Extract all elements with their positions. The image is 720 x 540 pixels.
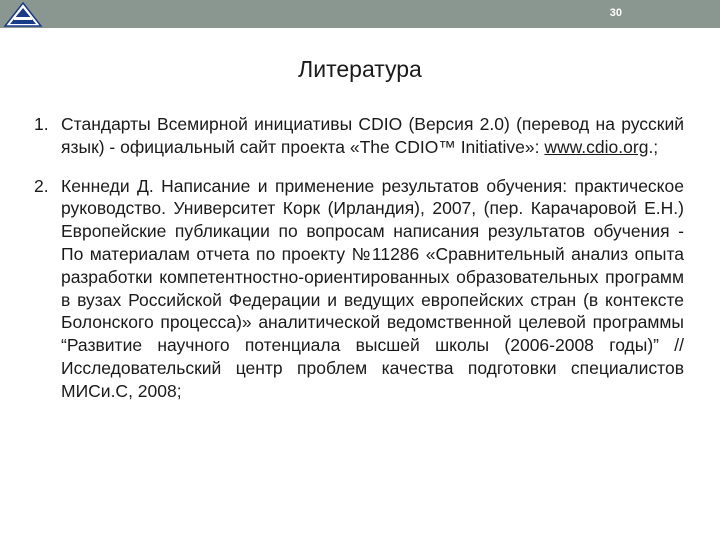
list-item-number: 1.: [34, 114, 49, 134]
reference-text: Стандарты Всемирной инициативы CDIO (Версия 2.0) (перевод на русский язык) - официальный сайт проекта «The CDIO™ Initiative»:: [61, 114, 684, 157]
list-item-number: 2.: [34, 175, 49, 196]
header-bar: [0, 0, 720, 28]
list-item: [34, 113, 684, 159]
slide-title: Литература: [298, 56, 422, 82]
reference-text-tail: .;: [648, 136, 659, 157]
page-number: 30: [609, 7, 622, 19]
reference-list: [34, 113, 684, 403]
reference-text: Кеннеди Д. Написание и применение результатов обучения: практическое руководство. Университет Корк (Ирландия), 2007, (пер. Карачаровой Е.Н.) Европейские публикации по вопросам написания результатов обучения - По материалам отчета по проекту №11286 «Сравнительный анализ опыта разработки компетентностно-ориентированных образовательных программ в вузах Российской Федерации и ведущих европейских стран (в контексте Болонского процесса)» аналитической ведомственной целевой программы “Развитие научного потенциала высшей школы (2006-2008 годы)” // Исследовательский центр проблем качества подготовки специалистов МИСи.С, 2008;: [61, 175, 684, 401]
institution-logo-icon: [3, 2, 43, 28]
list-item: [34, 175, 684, 403]
reference-link[interactable]: www.cdio.org: [544, 136, 649, 157]
